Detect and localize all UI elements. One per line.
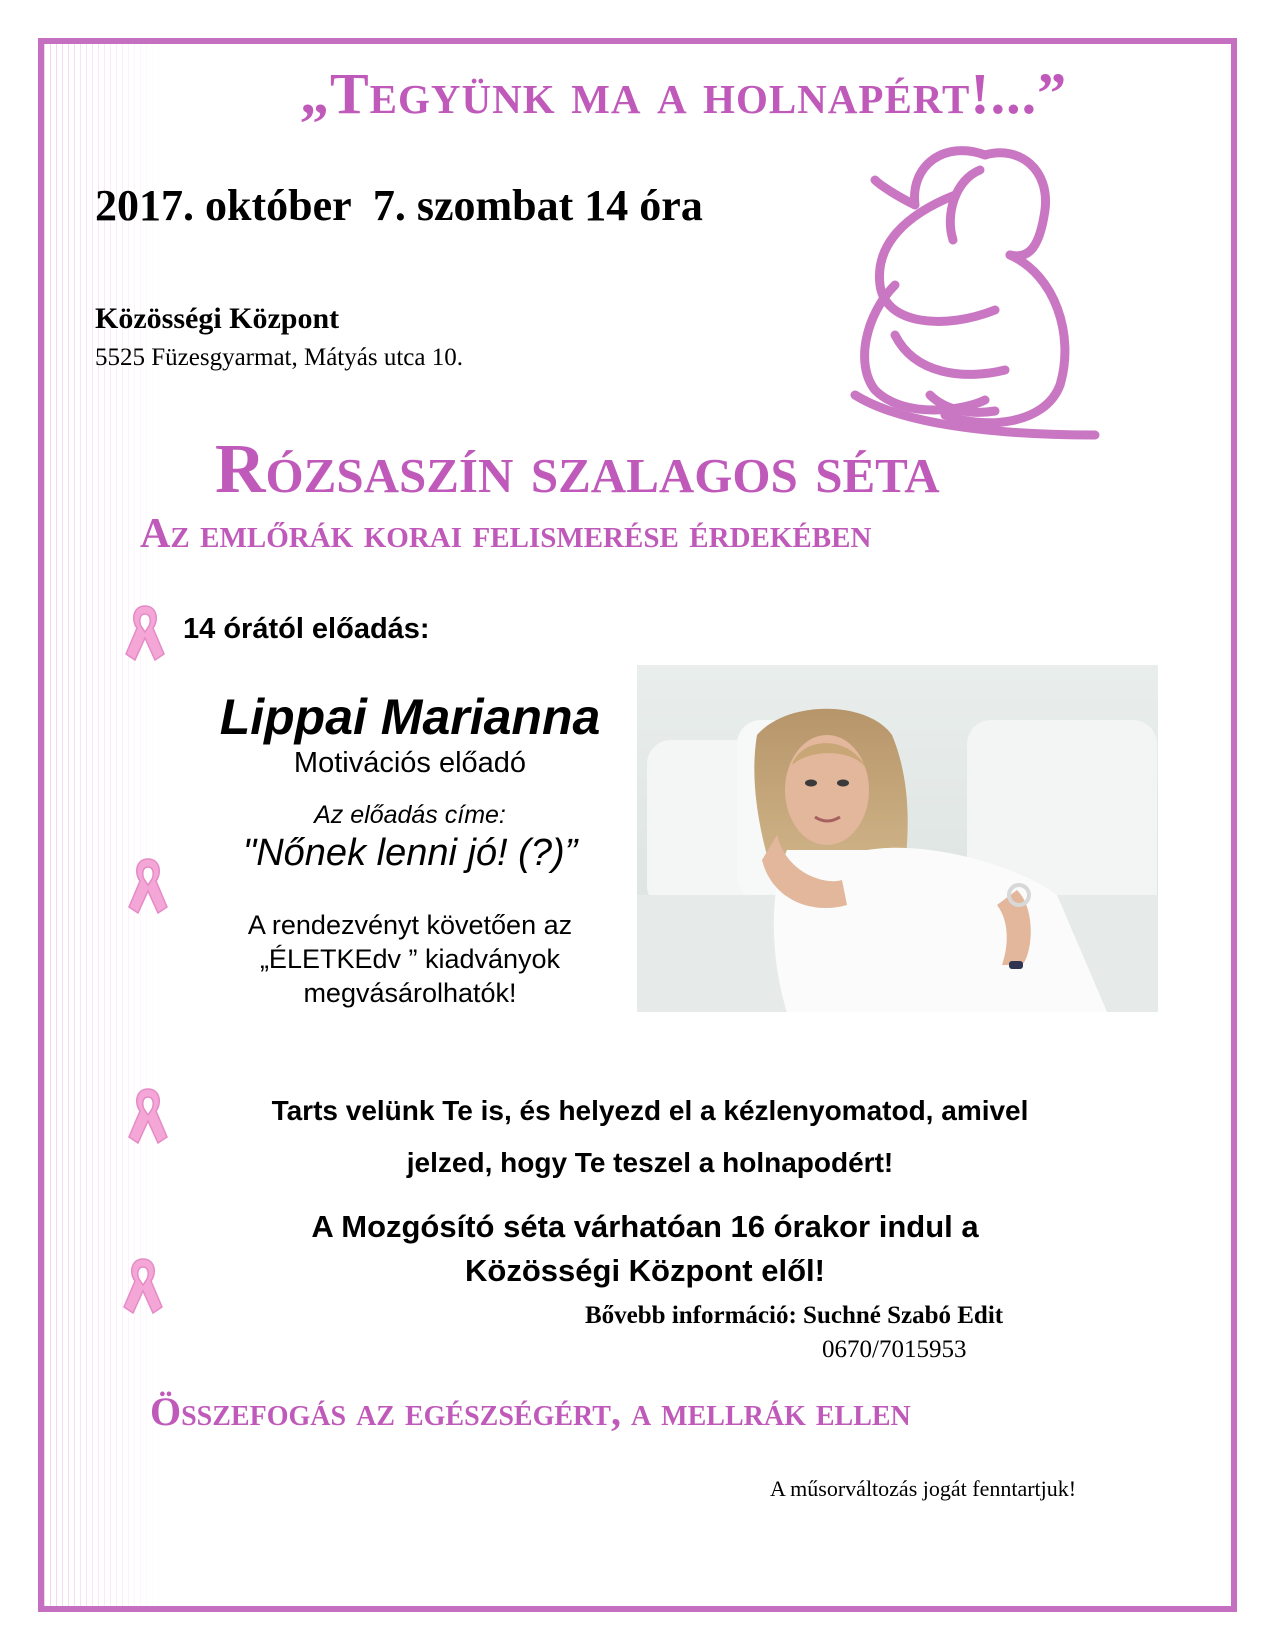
venue-address: 5525 Füzesgyarmat, Mátyás utca 10. <box>95 344 463 371</box>
lecture-title-label: Az előadás címe: <box>314 801 506 829</box>
speaker-role: Motivációs előadó <box>293 747 527 779</box>
header-title: „Tegyünk ma a holnapért!...” <box>300 61 1068 126</box>
sitting-woman-illustration <box>835 135 1115 445</box>
walk-line: A Mozgósító séta várhatóan 16 órakor indul a <box>311 1209 979 1244</box>
walk-start-text <box>180 1205 1110 1293</box>
pink-ribbon-icon <box>125 855 171 917</box>
speaker-photo <box>637 665 1158 1012</box>
decorative-stripes <box>44 44 164 1606</box>
event-title: Rózsaszín szalagos séta <box>215 431 940 508</box>
contact-phone: 0670/7015953 <box>822 1336 967 1363</box>
event-date: 2017. október 7. szombat 14 óra <box>95 181 703 230</box>
lecture-time: 14 órától előadás: <box>183 613 430 645</box>
venue-name: Közösségi Központ <box>95 302 340 335</box>
pink-ribbon-icon <box>122 602 168 664</box>
publications-line: megvásárolhatók! <box>303 978 517 1008</box>
publications-line: „ÉLETKEdv ” kiadványok <box>259 944 561 974</box>
contact-info: Bővebb információ: Suchné Szabó Edit <box>585 1302 1004 1329</box>
disclaimer: A műsorváltozás jogát fenntartjuk! <box>770 1476 1077 1501</box>
closing-slogan: Összefogás az egészségért, a mellrák ellen <box>150 1389 911 1434</box>
event-subtitle: Az emlőrák korai felismerése érdekében <box>140 511 872 557</box>
speaker-name: Lippai Marianna <box>219 689 601 745</box>
walk-line: Közösségi Központ elől! <box>465 1253 825 1288</box>
publications-line: A rendezvényt követően az <box>247 910 573 940</box>
publications-note <box>170 908 650 1010</box>
invite-text <box>200 1085 1100 1189</box>
speaker-block <box>170 688 650 1010</box>
lecture-title: "Nőnek lenni jó! (?)” <box>242 832 578 874</box>
invite-line: Tarts velünk Te is, és helyezd el a kézlenyomatod, amivel <box>271 1095 1029 1126</box>
pink-ribbon-icon <box>125 1085 171 1147</box>
pink-ribbon-icon <box>120 1255 166 1317</box>
invite-line: jelzed, hogy Te teszel a holnapodért! <box>406 1147 894 1178</box>
